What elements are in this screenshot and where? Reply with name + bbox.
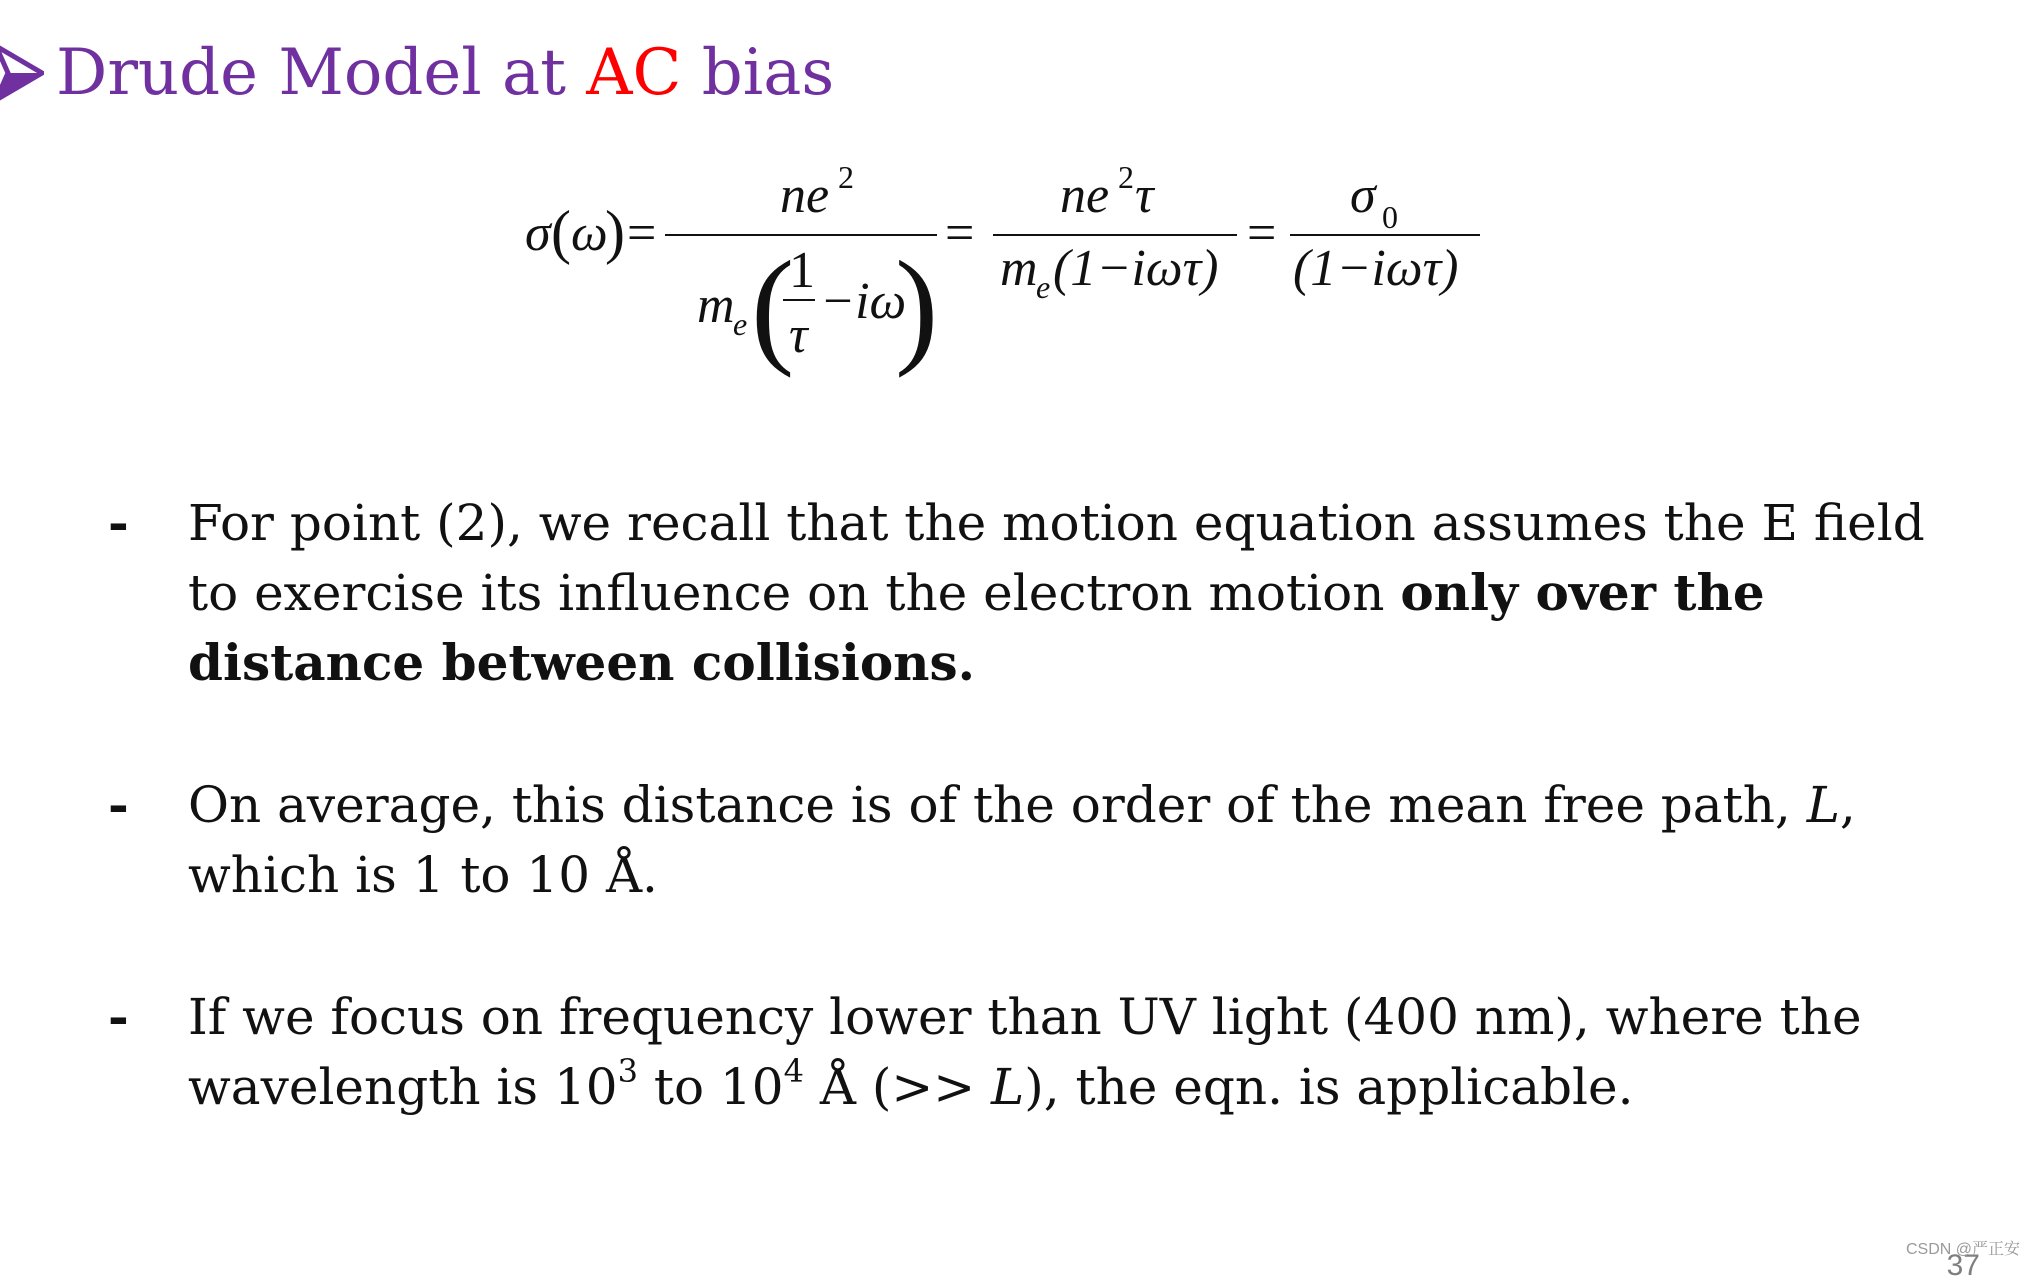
drude-ac-conductivity-equation	[525, 150, 1490, 390]
slide-title	[56, 36, 835, 110]
bullet-3-text-4: ), the eqn. is applicable.	[1024, 1058, 1634, 1116]
eq-frac3-num-sub: 0	[1382, 199, 1398, 235]
eq-frac2-den-sub: e	[1036, 269, 1051, 305]
bullet-3-text-3: Å (>>	[803, 1058, 992, 1116]
watermark: CSDN @严正安	[1905, 1241, 2020, 1258]
bullet-list	[100, 488, 1980, 1194]
eq-frac1-num-exponent: 2	[838, 159, 854, 195]
eq-frac1-den-m: m	[697, 277, 735, 334]
eq-frac2-num-exponent: 2	[1118, 159, 1134, 195]
bullet-item	[100, 770, 1980, 910]
eq-equals-1: =	[627, 205, 657, 262]
bullet-3-italic-L: L	[991, 1058, 1025, 1116]
eq-frac2-num-tau: τ	[1135, 167, 1154, 224]
eq-equals-3: =	[1247, 205, 1277, 262]
bullet-item	[100, 488, 1980, 698]
bullet-2-italic-L: L	[1806, 776, 1840, 834]
bullet-item	[100, 982, 1980, 1122]
bullet-1-bold-text: only over the distance between collisions.	[188, 563, 1765, 692]
bullet-3-text: If we focus on frequency lower than UV light (400 nm), where the wavelength is 10	[188, 988, 1862, 1116]
eq-frac1-den-sub: e	[733, 306, 748, 342]
bullet-dash: -	[108, 987, 129, 1046]
bullet-3-text-2: to 10	[637, 1058, 784, 1116]
eq-lhs-open-paren: (	[551, 199, 571, 265]
title-accent: AC	[586, 36, 682, 110]
eq-lhs-omega: ω	[571, 205, 608, 262]
eq-frac1-inner-den: τ	[789, 307, 808, 364]
arrow-bullet-icon	[0, 38, 44, 108]
bullet-2-text-end: , which is 1 to 10 Å.	[188, 776, 1856, 904]
bullet-3-exponent-2: 4	[783, 1052, 804, 1090]
eq-frac1-numerator: ne	[780, 167, 830, 224]
bullet-dash: -	[108, 493, 129, 552]
page-number: 37	[1946, 1249, 1980, 1282]
eq-frac2-numerator: ne	[1060, 167, 1110, 224]
eq-frac2-den-paren: (1−iωτ)	[1053, 240, 1219, 297]
eq-lhs-close-paren: )	[605, 199, 625, 265]
eq-frac3-den-paren: (1−iωτ)	[1293, 240, 1459, 297]
eq-frac1-inner-rest: −iω	[820, 273, 907, 330]
eq-frac2-den-m: m	[1000, 240, 1038, 297]
bullet-2-text: On average, this distance is of the order of the mean free path,	[188, 776, 1807, 834]
title-suffix: bias	[681, 36, 835, 110]
eq-frac3-numerator: σ	[1350, 167, 1376, 224]
eq-lhs-sigma: σ	[525, 205, 551, 262]
eq-equals-2: =	[945, 205, 975, 262]
bullet-dash: -	[108, 775, 129, 834]
eq-frac1-close-paren: )	[895, 235, 939, 379]
eq-frac1-open-paren: (	[751, 235, 795, 379]
bullet-3-exponent-1: 3	[617, 1052, 638, 1090]
equation-svg	[525, 150, 1490, 390]
slide-title-row	[0, 28, 834, 118]
eq-frac1-inner-num: 1	[789, 242, 815, 299]
title-prefix: Drude Model at	[56, 36, 587, 110]
bullet-1-text: For point (2), we recall that the motion equation assumes the E field to exercise its influence on the electron motion	[188, 494, 1925, 622]
